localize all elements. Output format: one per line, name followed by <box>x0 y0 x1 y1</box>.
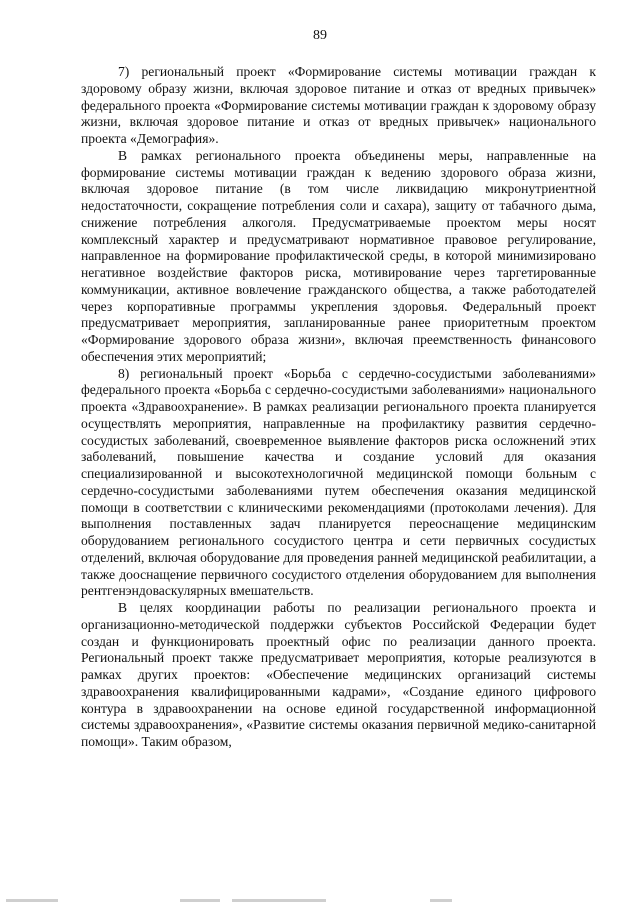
paragraph-healthy-lifestyle-measures: В рамках регионального проекта объединены меры, направленные на формирование системы мотивации граждан к ведению здорового образа жизни, включая здоровое питание (в том числе ликвидацию микронутриентной недостаточности, сокращение потребления соли и сахара), защиту от табачного дыма, снижение потребления алкоголя. Предусматриваемые проектом меры носят комплексный характер и предусматривают нормативное правовое регулирование, направленное на формирование профилактической среды, в которой минимизировано негативное воздействие факторов риска, мотивирование через таргетированные коммуникации, активное вовлечение гражданского общества, а также работодателей через корпоративные программы укрепления здоровья. Федеральный проект предусматривает мероприятия, запланированные ранее приоритетным проектом «Формирование здорового образа жизни», включая преемственность финансового обеспечения этих мероприятий; <box>81 147 596 364</box>
page-number: 89 <box>313 28 327 43</box>
paragraph-project-office: В целях координации работы по реализации регионального проекта и организационно-методической поддержки субъектов Российской Федерации будет создан и функционировать проектный офис по реализации данного проекта. Региональный проект также предусматривает мероприятия, которые реализуются в рамках других проектов: «Обеспечение медицинских организаций системы здравоохранения квалифицированными кадрами», «Создание единого цифрового контура в здравоохранении на основе единой государственной информационной системы здравоохранения», «Развитие системы оказания первичной медико-санитарной помощи». Таким образом, <box>81 600 596 749</box>
paragraph-regional-project-7: 7) региональный проект «Формирование системы мотивации граждан к здоровому образу жизни, включая здоровое питание и отказ от вредных привычек» федерального проекта «Формирование системы мотивации граждан к здоровому образу жизни, включая здоровое питание и отказ от вредных привычек» национального проекта «Демография». <box>81 64 596 146</box>
paragraph-regional-project-8: 8) региональный проект «Борьба с сердечно-сосудистыми заболеваниями» федерального проекта «Борьба с сердечно-сосудистыми заболеваниями» национального проекта «Здравоохранение». В рамках реализации регионального проекта планируется осуществлять мероприятия, направленные на профилактику развития сердечно-сосудистых заболеваний, своевременное выявление факторов риска осложнений этих заболеваний, повышение качества и создание условий для оказания специализированной и высокотехнологичной медицинской помощи больным с сердечно-сосудистыми заболеваниями путем обеспечения оказания медицинской помощи в соответствии с клиническими рекомендациями (протоколами лечения). Для выполнения поставленных задач планируется переоснащение медицинским оборудованием регионального сосудистого центра и сети первичных сосудистых отделений, включая оборудование для проведения ранней медицинской реабилитации, а также дооснащение первичного сосудистого отделения оборудованием для выполнения рентгенэндоваскулярных вмешательств. <box>81 365 596 599</box>
body-text <box>81 64 596 751</box>
scan-edge-artifact <box>0 895 640 905</box>
